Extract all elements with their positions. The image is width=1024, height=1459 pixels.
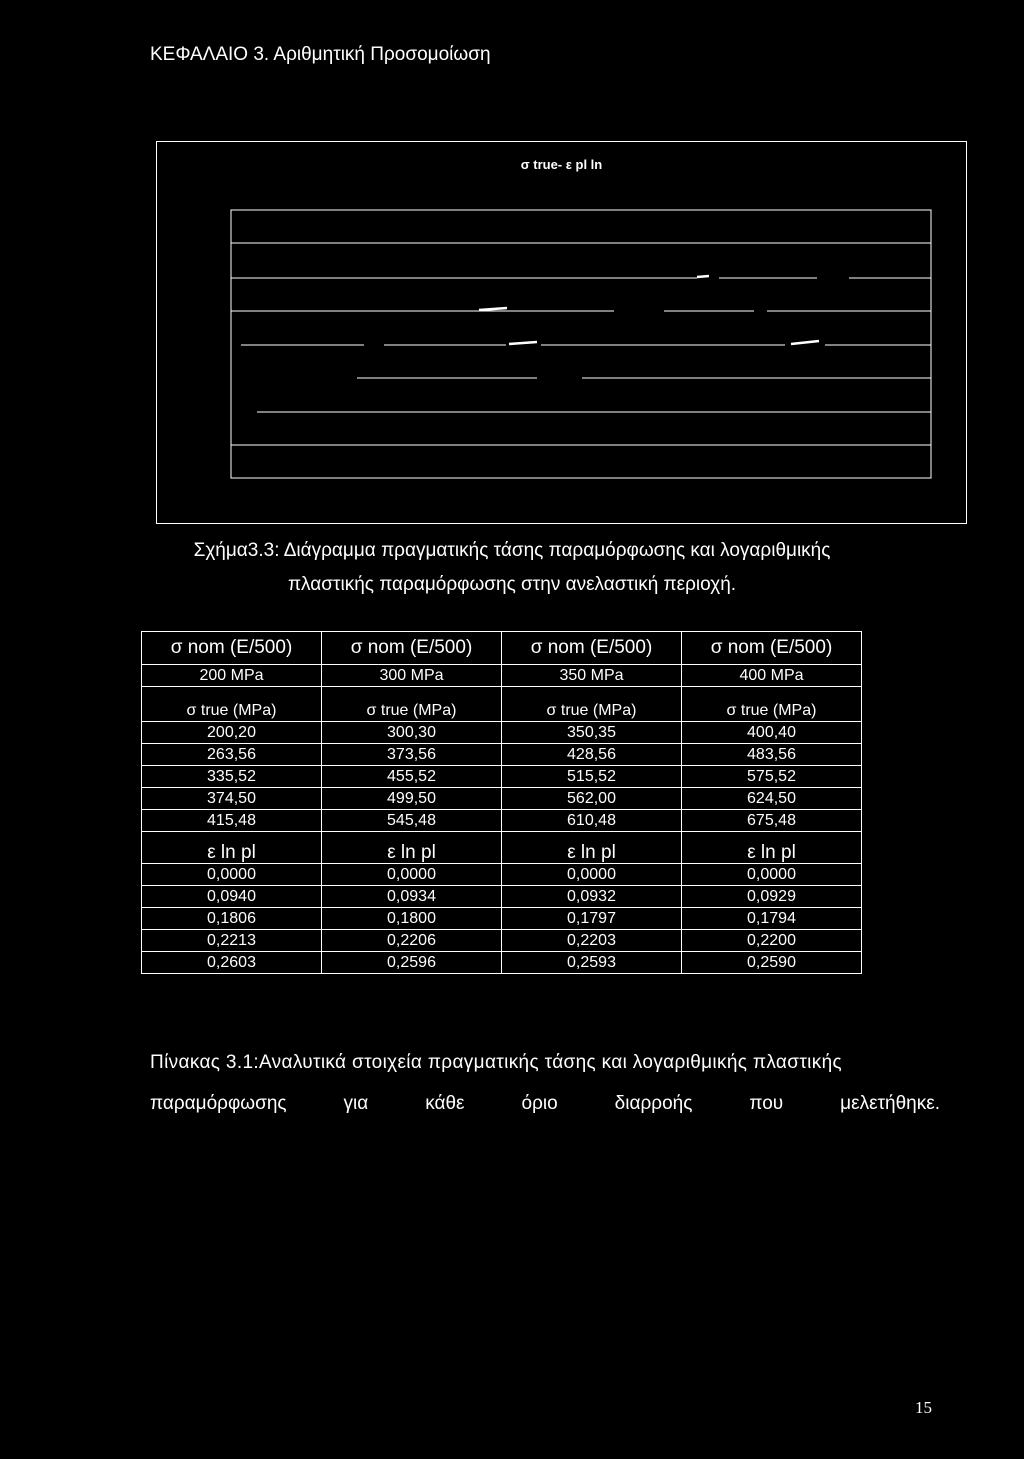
- table-cell: 545,48: [322, 810, 502, 832]
- table-cell: 335,52: [142, 766, 322, 788]
- table-cell: 300 MPa: [322, 665, 502, 687]
- table-row: [142, 810, 862, 832]
- table-cell: 200,20: [142, 722, 322, 744]
- table-cell: 350,35: [502, 722, 682, 744]
- table-cell: 373,56: [322, 744, 502, 766]
- table-cell: 415,48: [142, 810, 322, 832]
- table-row: [142, 864, 862, 886]
- caption-word: που: [749, 1093, 784, 1114]
- table-cell: 483,56: [682, 744, 862, 766]
- table-cell: 0,0934: [322, 886, 502, 908]
- table-cell: 0,2203: [502, 930, 682, 952]
- table-cell: ε ln pl: [142, 832, 322, 864]
- chapter-header: ΚΕΦΑΛΑΙΟ 3. Αριθμητική Προσομοίωση: [150, 44, 491, 65]
- chart-title: σ true- ε pl ln: [520, 157, 603, 172]
- table-cell: 200 MPa: [142, 665, 322, 687]
- table-cell: 499,50: [322, 788, 502, 810]
- table-cell: 0,1800: [322, 908, 502, 930]
- strain-label-row: [142, 832, 862, 864]
- table-cell: 0,0000: [502, 864, 682, 886]
- table-cell: 610,48: [502, 810, 682, 832]
- caption-word: για: [343, 1093, 369, 1114]
- table-cell: ε ln pl: [502, 832, 682, 864]
- table-cell: 0,0000: [322, 864, 502, 886]
- table-cell: σ nom (E/500): [502, 632, 682, 665]
- table-cell: σ nom (E/500): [682, 632, 862, 665]
- series-segment: [509, 342, 537, 344]
- table-cell: 0,2213: [142, 930, 322, 952]
- table-cell: 0,0000: [142, 864, 322, 886]
- caption-word: κάθε: [425, 1093, 465, 1114]
- chart-plot-area: [157, 142, 968, 525]
- table-cell: ε ln pl: [322, 832, 502, 864]
- caption-word: παραμόρφωσης: [150, 1093, 287, 1114]
- table-cell: σ true (MPa): [502, 687, 682, 722]
- table-cell: 515,52: [502, 766, 682, 788]
- table-cell: σ true (MPa): [682, 687, 862, 722]
- yield-row: [142, 665, 862, 687]
- table-cell: 300,30: [322, 722, 502, 744]
- table-cell: ε ln pl: [682, 832, 862, 864]
- table-row: [142, 908, 862, 930]
- table-cell: 0,2603: [142, 952, 322, 974]
- caption-word: όριο: [521, 1093, 558, 1114]
- header-row: [142, 632, 862, 665]
- table-cell: σ true (MPa): [322, 687, 502, 722]
- table-cell: 455,52: [322, 766, 502, 788]
- table-cell: 0,2596: [322, 952, 502, 974]
- table-row: [142, 788, 862, 810]
- table-cell: 0,0000: [682, 864, 862, 886]
- table-cell: 350 MPa: [502, 665, 682, 687]
- true-stress-label-row: [142, 687, 862, 722]
- table-cell: 428,56: [502, 744, 682, 766]
- series-segment: [791, 341, 819, 344]
- table-cell: 0,2206: [322, 930, 502, 952]
- table-cell: 0,2593: [502, 952, 682, 974]
- series-segment: [479, 308, 507, 310]
- table-row: [142, 744, 862, 766]
- plot-frame: [231, 210, 931, 478]
- table-row: [142, 930, 862, 952]
- table-cell: 400 MPa: [682, 665, 862, 687]
- table-row: [142, 766, 862, 788]
- figure-caption-line2: πλαστικής παραμόρφωσης στην ανελαστική περιοχή.: [287, 574, 737, 595]
- table-cell: 624,50: [682, 788, 862, 810]
- table-cell: 0,0929: [682, 886, 862, 908]
- figure-caption-line1: Σχήμα3.3: Διάγραμμα πραγματικής τάσης παραμόρφωσης και λογαριθμικής: [193, 540, 831, 561]
- results-table: [141, 631, 862, 974]
- table-cell: 0,1797: [502, 908, 682, 930]
- table-cell: 0,0932: [502, 886, 682, 908]
- table-cell: 0,0940: [142, 886, 322, 908]
- page-number: 15: [915, 1398, 932, 1417]
- table-cell: 400,40: [682, 722, 862, 744]
- table-cell: 0,1794: [682, 908, 862, 930]
- table-cell: 562,00: [502, 788, 682, 810]
- table-cell: σ nom (E/500): [322, 632, 502, 665]
- caption-word: διαρροής: [614, 1093, 693, 1114]
- table-cell: 263,56: [142, 744, 322, 766]
- table-caption-line2: [150, 1093, 940, 1115]
- table-row: [142, 952, 862, 974]
- series-segment: [697, 276, 709, 277]
- table-caption-line1: Πίνακας 3.1:Αναλυτικά στοιχεία πραγματικής τάσης και λογαριθμικής πλαστικής: [150, 1052, 843, 1073]
- chart-frame: [156, 141, 967, 524]
- table-cell: σ true (MPa): [142, 687, 322, 722]
- table-row: [142, 722, 862, 744]
- caption-word: μελετήθηκε.: [840, 1093, 940, 1114]
- table-cell: 0,1806: [142, 908, 322, 930]
- table-cell: 0,2590: [682, 952, 862, 974]
- table-cell: 0,2200: [682, 930, 862, 952]
- table-cell: 675,48: [682, 810, 862, 832]
- table-row: [142, 886, 862, 908]
- table-cell: 575,52: [682, 766, 862, 788]
- table-cell: σ nom (E/500): [142, 632, 322, 665]
- table-cell: 374,50: [142, 788, 322, 810]
